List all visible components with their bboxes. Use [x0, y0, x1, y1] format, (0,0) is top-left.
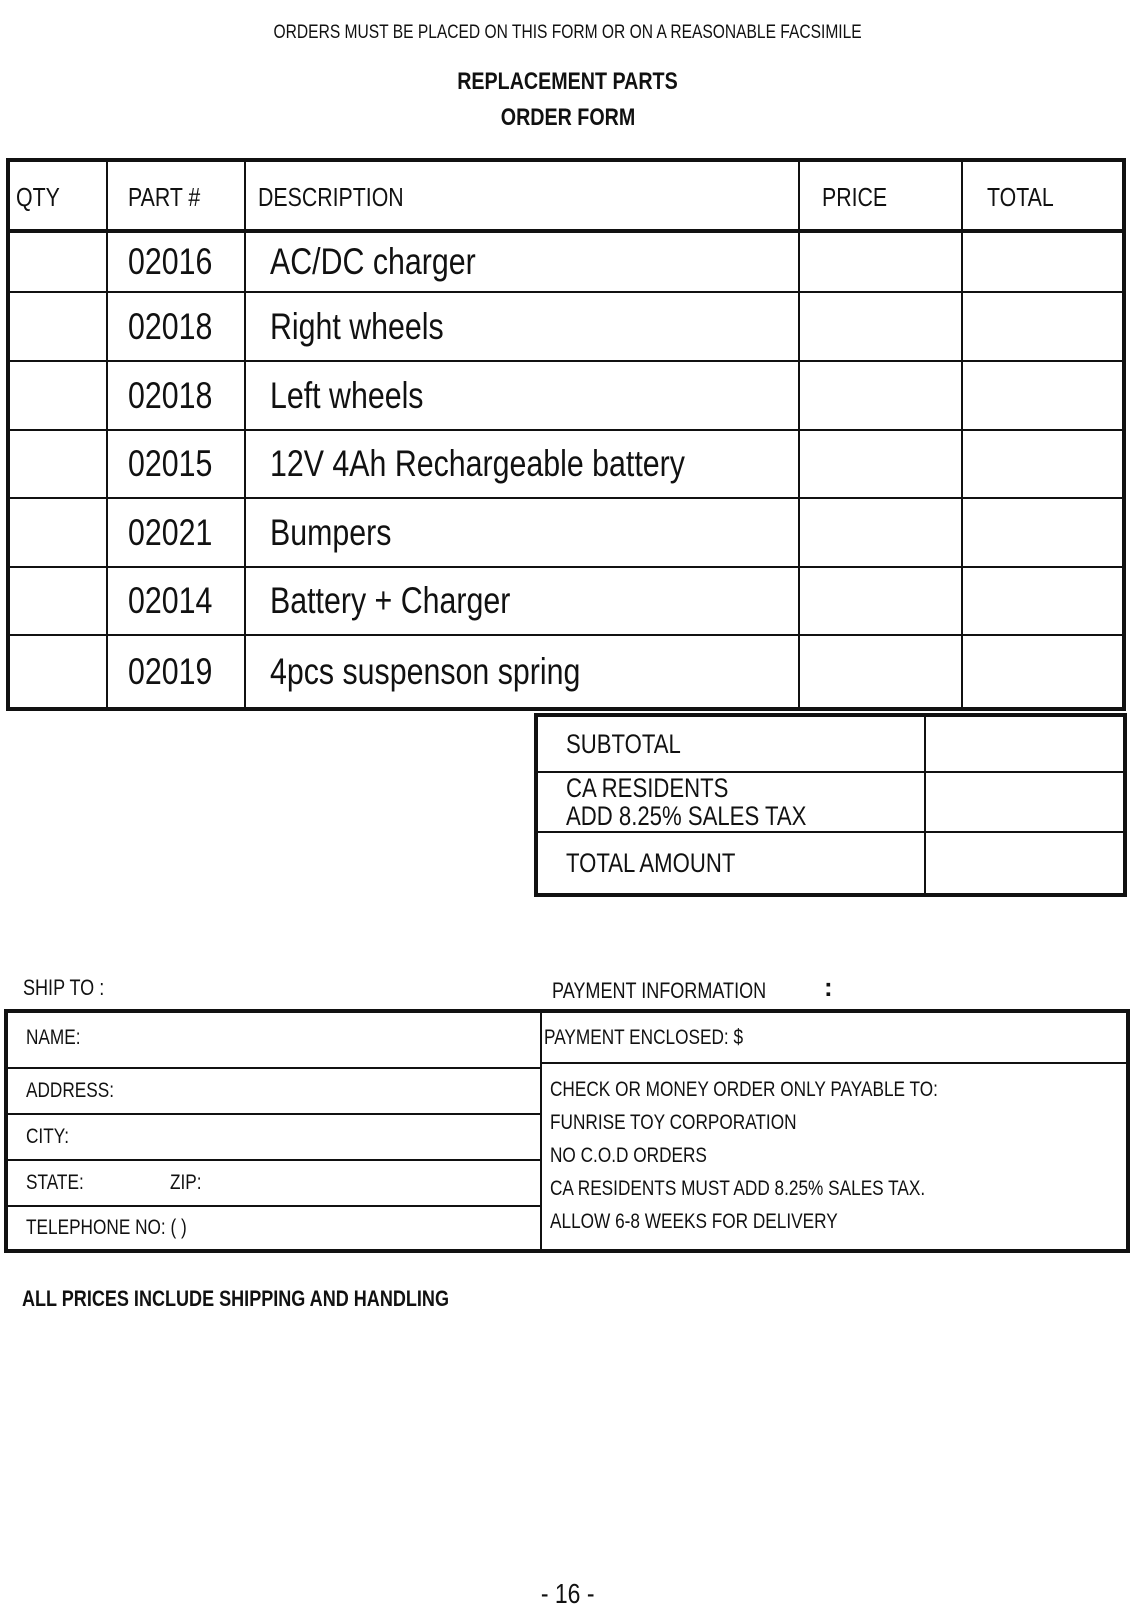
- state-field[interactable]: STATE:: [26, 1171, 84, 1194]
- total-amount-label: TOTAL AMOUNT: [566, 848, 736, 878]
- column-divider: [961, 162, 963, 707]
- part-description: AC/DC charger: [270, 241, 476, 282]
- column-header-price: PRICE: [822, 181, 888, 212]
- part-number: 02015: [128, 443, 213, 484]
- info-divider: [540, 1013, 542, 1249]
- part-number: 02021: [128, 511, 213, 553]
- telephone-field[interactable]: TELEPHONE NO: ( ): [26, 1216, 187, 1239]
- part-description: Left wheels: [270, 374, 424, 416]
- totals-divider: [924, 717, 926, 893]
- payment-instruction: NO C.O.D ORDERS: [550, 1144, 707, 1167]
- part-number: 02019: [128, 650, 213, 692]
- payment-instruction: CA RESIDENTS MUST ADD 8.25% SALES TAX.: [550, 1177, 926, 1200]
- column-header-part: PART #: [128, 181, 201, 212]
- payment-enclosed-field[interactable]: PAYMENT ENCLOSED: $: [544, 1025, 744, 1049]
- page-number: - 16 -: [540, 1578, 595, 1609]
- column-divider: [798, 162, 800, 707]
- part-description: Right wheels: [270, 305, 444, 347]
- column-divider: [244, 162, 246, 707]
- payment-row-divider: [540, 1062, 1126, 1064]
- form-title-line2: ORDER FORM: [500, 104, 635, 131]
- part-description: Battery + Charger: [270, 580, 511, 621]
- address-field[interactable]: ADDRESS:: [26, 1079, 115, 1102]
- parts-table: [6, 158, 1126, 711]
- form-title-line1: REPLACEMENT PARTS: [457, 68, 678, 95]
- part-number: 02018: [128, 374, 213, 416]
- part-description: Bumpers: [270, 511, 392, 553]
- sales-tax-label: CA RESIDENTS ADD 8.25% SALES TAX: [566, 773, 807, 831]
- payment-information-label: PAYMENT INFORMATION: [552, 978, 767, 1003]
- totals-box: [534, 713, 1127, 897]
- column-header-description: DESCRIPTION: [258, 181, 404, 212]
- part-number: 02016: [128, 241, 213, 282]
- part-number: 02014: [128, 580, 213, 621]
- column-divider: [106, 162, 108, 707]
- part-number: 02018: [128, 305, 213, 347]
- payment-colon: :: [824, 972, 833, 1002]
- payment-instruction: ALLOW 6-8 WEEKS FOR DELIVERY: [550, 1210, 838, 1233]
- city-field[interactable]: CITY:: [26, 1125, 70, 1148]
- payment-instruction: FUNRISE TOY CORPORATION: [550, 1111, 797, 1134]
- column-header-total: TOTAL: [987, 181, 1054, 212]
- column-header-qty: QTY: [16, 181, 60, 212]
- shipping-note: ALL PRICES INCLUDE SHIPPING AND HANDLING: [22, 1286, 449, 1311]
- part-description: 4pcs suspenson spring: [270, 650, 581, 692]
- ship-to-label: SHIP TO :: [23, 975, 105, 1000]
- payment-instruction: CHECK OR MONEY ORDER ONLY PAYABLE TO:: [550, 1078, 938, 1101]
- name-field[interactable]: NAME:: [26, 1026, 81, 1049]
- subtotal-label: SUBTOTAL: [566, 729, 681, 759]
- zip-field[interactable]: ZIP:: [170, 1171, 202, 1194]
- header-note: ORDERS MUST BE PLACED ON THIS FORM OR ON A REASONABLE FACSIMILE: [273, 22, 862, 43]
- part-description: 12V 4Ah Rechargeable battery: [270, 443, 685, 484]
